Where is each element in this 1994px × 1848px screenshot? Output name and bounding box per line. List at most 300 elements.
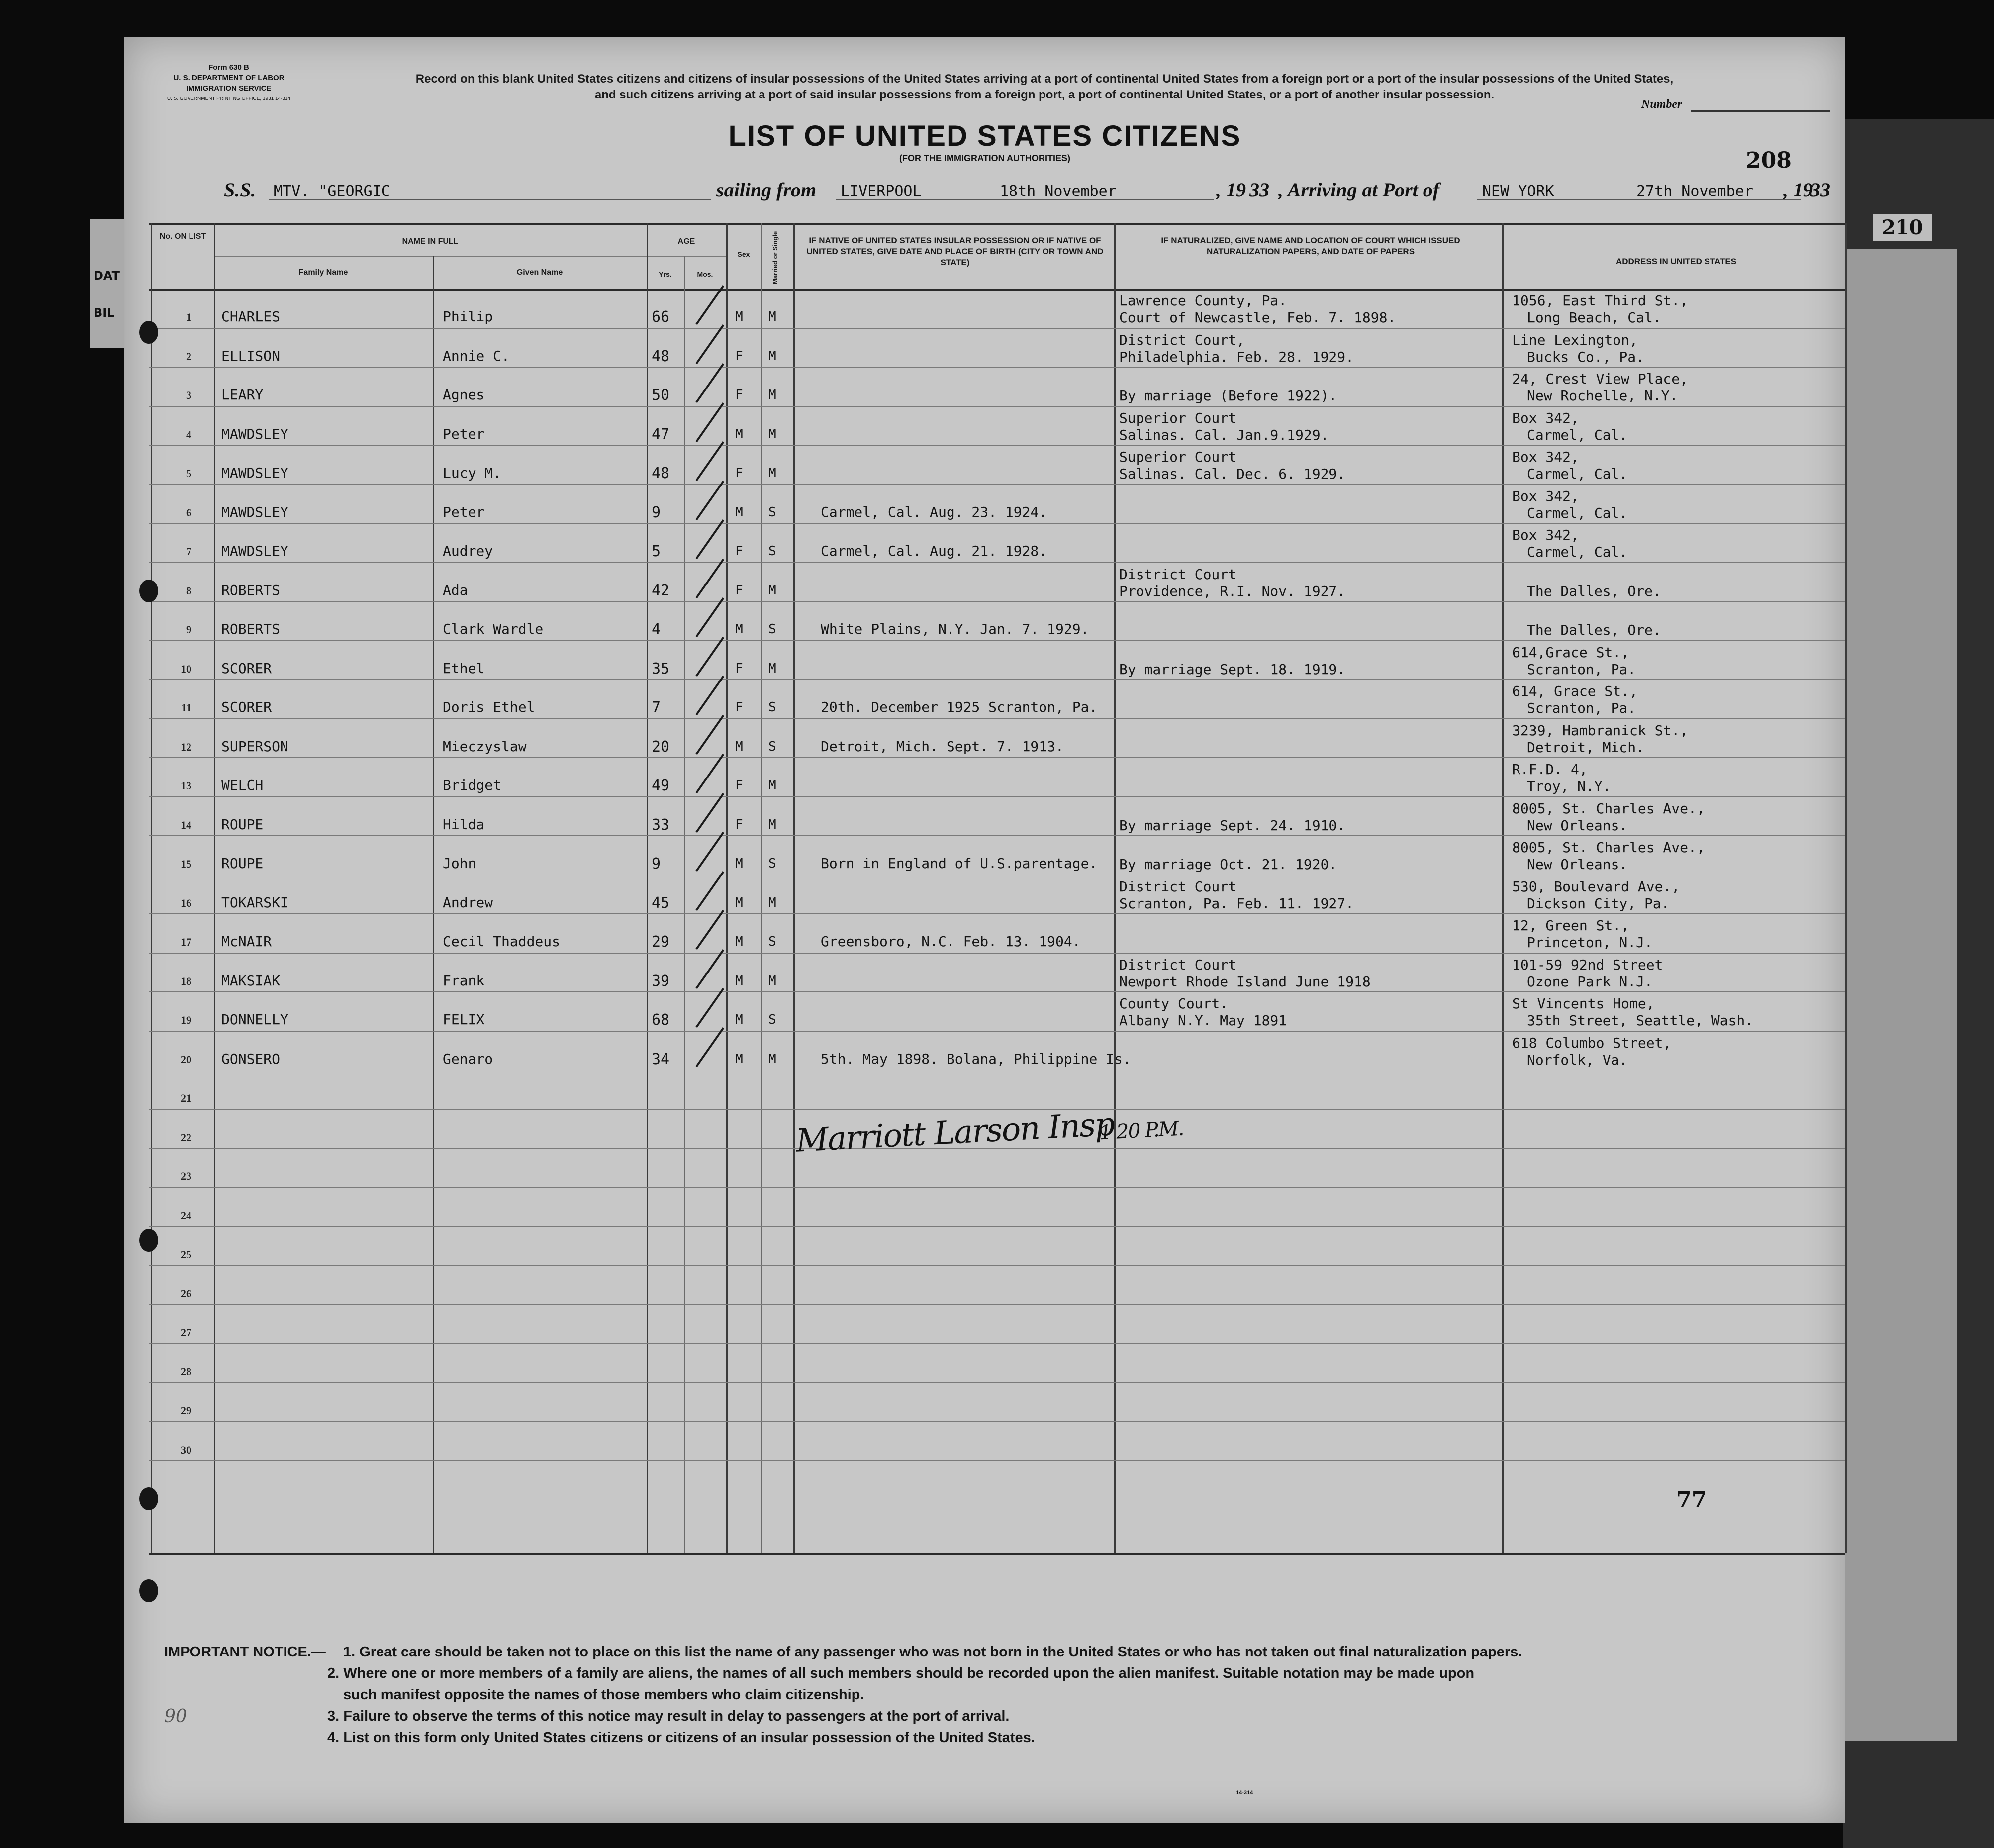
family-name: CHARLES: [221, 308, 281, 325]
address-line-2: Carmel, Cal.: [1527, 544, 1628, 560]
inspection-check: [695, 793, 724, 833]
sex: F: [735, 661, 743, 676]
row-rule: [149, 640, 1845, 641]
row-rule: [149, 1187, 1845, 1188]
marital-status: S: [768, 1012, 776, 1027]
row-number: 2: [186, 350, 191, 363]
row-rule: [149, 1226, 1845, 1227]
inspection-check: [695, 676, 724, 715]
form-fine-print: U. S. GOVERNMENT PRINTING OFFICE, 1931 14-314: [167, 96, 291, 101]
inspection-check: [695, 363, 724, 403]
marital-status: M: [768, 426, 776, 442]
address-line-2: Carmel, Cal.: [1527, 466, 1628, 482]
address-line-2: Ozone Park N.J.: [1527, 973, 1653, 990]
row-number: 17: [181, 936, 191, 948]
ship-name-line: [269, 199, 711, 200]
form-identifier: [154, 62, 303, 104]
address-line-2: Dickson City, Pa.: [1527, 895, 1670, 912]
address-line-2: 35th Street, Seattle, Wash.: [1527, 1012, 1754, 1029]
inspection-check: [695, 871, 724, 911]
family-name: LEARY: [221, 387, 264, 403]
form-service: IMMIGRATION SERVICE: [186, 84, 272, 93]
header-yrs: Yrs.: [659, 270, 672, 278]
naturalization-date: Albany N.Y. May 1891: [1119, 1012, 1287, 1029]
header-family-name: Family Name: [298, 268, 348, 277]
age-years: 50: [652, 387, 670, 404]
given-name: Andrew: [443, 894, 493, 911]
row-number: 15: [181, 858, 191, 870]
address-line-1: 8005, St. Charles Ave.,: [1512, 839, 1705, 856]
col-divider-family: [433, 256, 434, 1553]
form-code: 14-314: [1236, 1790, 1253, 1796]
birth-place: 20th. December 1925 Scranton, Pa.: [821, 699, 1098, 715]
given-name: Peter: [443, 425, 485, 442]
inspection-check: [695, 754, 724, 793]
row-number: 3: [186, 389, 191, 401]
header-name-in-full: NAME IN FULL: [402, 237, 459, 246]
header-given-name: Given Name: [516, 268, 563, 277]
number-field-line: [1691, 110, 1830, 112]
given-name: Clark Wardle: [443, 621, 544, 637]
row-number: 30: [181, 1443, 191, 1456]
sex: M: [735, 973, 743, 988]
row-number: 10: [181, 662, 191, 675]
header-sex: Sex: [737, 250, 750, 258]
inspection-check: [695, 949, 724, 989]
age-years: 39: [652, 972, 670, 990]
table-left-border: [151, 223, 152, 1553]
family-name: ROUPE: [221, 855, 264, 872]
naturalization-date: Providence, R.I. Nov. 1927.: [1119, 583, 1346, 599]
inspection-check: [695, 1027, 724, 1067]
address-line-1: 530, Boulevard Ave.,: [1512, 878, 1680, 895]
sex: M: [735, 934, 743, 949]
table-top-border: [149, 223, 1845, 225]
address-line-2: New Rochelle, N.Y.: [1527, 388, 1678, 404]
row-rule: [149, 523, 1845, 524]
sex: F: [735, 583, 743, 598]
naturalization-date: By marriage (Before 1922).: [1119, 388, 1337, 404]
naturalization-court: District Court: [1119, 566, 1237, 583]
address-line-1: R.F.D. 4,: [1512, 761, 1588, 778]
binder-hole: [139, 1487, 158, 1510]
inspector-signature: Marriott Larson Insp: [795, 1106, 1115, 1160]
row-rule: [149, 328, 1845, 329]
given-name: Ethel: [443, 660, 485, 677]
birth-place: Born in England of U.S.parentage.: [821, 855, 1098, 872]
family-name: MAKSIAK: [221, 972, 281, 989]
given-name: Peter: [443, 503, 485, 520]
address-line-1: 12, Green St.,: [1512, 917, 1630, 934]
age-years: 9: [652, 503, 661, 521]
address-line-1: Box 342,: [1512, 449, 1579, 465]
marital-status: M: [768, 309, 776, 324]
address-line-1: Line Lexington,: [1512, 331, 1638, 348]
form-instructions: Record on this blank United States citizens and citizens of insular possessions of the United States arriving at a port of continental United States from a foreign port or a port of the insular possessions of the United States, and such citizens arriving at a port of said insular possessions from a foreign port, a port of continental United States, or a port of another insular possession.: [415, 72, 1674, 101]
inspection-check: [695, 832, 724, 872]
address-line-2: The Dalles, Ore.: [1527, 622, 1661, 638]
naturalization-court: Superior Court: [1119, 409, 1237, 426]
age-years: 33: [652, 816, 670, 834]
family-name: ELLISON: [221, 347, 281, 364]
given-name: FELIX: [443, 1011, 485, 1028]
inspection-check: [695, 402, 724, 442]
family-name: TOKARSKI: [221, 894, 288, 911]
binder-hole: [139, 321, 158, 344]
row-rule: [149, 1304, 1845, 1305]
marital-status: S: [768, 700, 776, 715]
notice-item-1-text: 1. Great care should be taken not to place on this list the name of any passenger who was not born in the United States or who has not taken out final naturalization papers.: [343, 1644, 1522, 1660]
age-years: 45: [652, 894, 670, 912]
marital-status: M: [768, 348, 776, 364]
inspection-check: [695, 519, 724, 559]
address-line-2: New Orleans.: [1527, 817, 1628, 834]
number-label: Number: [1641, 98, 1682, 111]
age-years: 42: [652, 582, 670, 599]
notice-lead: IMPORTANT NOTICE.—: [164, 1644, 326, 1660]
row-number: 8: [186, 584, 191, 597]
address-line-1: 101-59 92nd Street: [1512, 956, 1663, 973]
naturalization-date: Court of Newcastle, Feb. 7. 1898.: [1119, 309, 1396, 326]
sex: M: [735, 309, 743, 324]
given-name: Genaro: [443, 1050, 493, 1067]
address-line-1: 3239, Hambranick St.,: [1512, 722, 1689, 739]
birth-place: Greensboro, N.C. Feb. 13. 1904.: [821, 933, 1081, 950]
age-years: 48: [652, 347, 670, 365]
family-name: SCORER: [221, 699, 272, 715]
passenger-tally: 77: [1676, 1487, 1707, 1513]
naturalization-date: Salinas. Cal. Dec. 6. 1929.: [1119, 466, 1346, 482]
header-naturalized: IF NATURALIZED, GIVE NAME AND LOCATION OF COURT WHICH ISSUED NATURALIZATION PAPERS, AND DATE OF PAPERS: [1161, 236, 1460, 256]
row-number: 24: [181, 1209, 191, 1222]
age-years: 20: [652, 738, 670, 756]
row-number: 6: [186, 506, 191, 519]
row-number: 16: [181, 896, 191, 909]
address-line-1: 24, Crest View Place,: [1512, 371, 1689, 387]
age-years: 68: [652, 1011, 670, 1029]
previous-page-strip: [90, 219, 124, 348]
date-arrived-line: [1631, 199, 1801, 200]
address-line-2: Long Beach, Cal.: [1527, 309, 1661, 326]
birth-place: Detroit, Mich. Sept. 7. 1913.: [821, 738, 1064, 755]
given-name: Frank: [443, 972, 485, 989]
address-line-2: Scranton, Pa.: [1527, 700, 1636, 716]
adjacent-page: [1843, 249, 1957, 1741]
col-divider-age: [726, 223, 728, 1553]
row-number: 26: [181, 1287, 191, 1300]
row-rule: [149, 1343, 1845, 1344]
row-rule: [149, 1265, 1845, 1266]
age-years: 49: [652, 777, 670, 794]
date-sailed: 18th November: [1000, 183, 1117, 200]
notice-item-4: 4. List on this form only United States citizens or citizens of an insular possession of the United States.: [327, 1730, 1035, 1746]
address-line-2: Carmel, Cal.: [1527, 426, 1628, 443]
notice-item-2: 2. Where one or more members of a family are aliens, the names of all such members should be recorded upon the alien manifest. Suitable notation may be made upon: [327, 1665, 1475, 1681]
row-number: 5: [186, 467, 191, 480]
row-rule: [149, 484, 1845, 485]
name-age-subheader-line: [214, 256, 726, 257]
sailing-label: sailing from: [716, 179, 817, 201]
row-number: 9: [186, 623, 191, 636]
naturalization-court: District Court: [1119, 956, 1237, 973]
naturalization-court: District Court,: [1119, 331, 1245, 348]
family-name: MAWDSLEY: [221, 503, 288, 520]
row-number: 7: [186, 545, 191, 558]
given-name: Lucy M.: [443, 465, 502, 481]
row-number: 29: [181, 1404, 191, 1417]
family-name: ROBERTS: [221, 621, 281, 637]
address-line-1: Box 342,: [1512, 409, 1579, 426]
inspection-check: [695, 597, 724, 637]
header-bottom-border: [149, 289, 1845, 291]
important-notice: [164, 1642, 1805, 1749]
given-name: John: [443, 855, 476, 872]
row-rule: [149, 601, 1845, 602]
row-rule: [149, 1421, 1845, 1422]
inspection-check: [695, 715, 724, 755]
naturalization-date: Salinas. Cal. Jan.9.1929.: [1119, 426, 1329, 443]
given-name: Mieczyslaw: [443, 738, 527, 755]
row-rule: [149, 679, 1845, 680]
strip-text-1: DAT: [94, 269, 120, 283]
sex: F: [735, 466, 743, 481]
sex: F: [735, 348, 743, 364]
signature-time: 1 20 P.M.: [1098, 1117, 1184, 1145]
binder-hole: [139, 580, 158, 602]
row-rule: [149, 562, 1845, 563]
notice-item-1: [164, 1642, 1805, 1663]
given-name: Annie C.: [443, 347, 510, 364]
header-birth-place: IF NATIVE OF UNITED STATES INSULAR POSSESSION OR IF NATIVE OF UNITED STATES, GIVE DATE AND PLACE OF BIRTH (CITY OR TOWN AND STATE): [806, 236, 1104, 267]
naturalization-date: Philadelphia. Feb. 28. 1929.: [1119, 348, 1354, 365]
address-line-2: New Orleans.: [1527, 856, 1628, 873]
row-rule: [149, 796, 1845, 797]
age-years: 7: [652, 699, 661, 716]
strip-text-2: BIL: [94, 306, 115, 320]
next-page-number: 210: [1873, 214, 1932, 241]
given-name: Doris Ethel: [443, 699, 535, 715]
age-years: 9: [652, 855, 661, 873]
row-number: 21: [181, 1092, 191, 1104]
given-name: Audrey: [443, 543, 493, 559]
naturalization-court: County Court.: [1119, 995, 1229, 1012]
marital-status: M: [768, 778, 776, 793]
header-address: ADDRESS IN UNITED STATES: [1615, 257, 1737, 266]
sex: M: [735, 895, 743, 910]
sex: F: [735, 700, 743, 715]
naturalization-date: By marriage Oct. 21. 1920.: [1119, 856, 1337, 873]
age-years: 5: [652, 543, 661, 560]
given-name: Philip: [443, 308, 493, 325]
marital-status: M: [768, 973, 776, 988]
address-line-2: Scranton, Pa.: [1527, 661, 1636, 678]
row-number: 14: [181, 818, 191, 831]
family-name: SUPERSON: [221, 738, 288, 755]
header-married-or-single: Married or Single: [771, 231, 779, 284]
page-number: 208: [1746, 148, 1792, 173]
sex: M: [735, 739, 743, 754]
family-name: DONNELLY: [221, 1011, 288, 1028]
col-divider-no: [214, 223, 215, 1553]
port-to: NEW YORK: [1482, 183, 1554, 200]
header-mos: Mos.: [697, 270, 713, 278]
age-years: 34: [652, 1050, 670, 1068]
marital-status: S: [768, 739, 776, 754]
row-number: 12: [181, 740, 191, 753]
col-divider-yrs: [684, 256, 685, 1553]
col-divider-marital: [793, 223, 795, 1553]
marital-status: M: [768, 466, 776, 481]
address-line-1: 618 Columbo Street,: [1512, 1034, 1672, 1051]
family-name: WELCH: [221, 777, 264, 793]
year-sailed: 33: [1249, 179, 1269, 201]
row-rule: [149, 367, 1845, 368]
address-line-1: 614,Grace St.,: [1512, 644, 1630, 661]
naturalization-date: Scranton, Pa. Feb. 11. 1927.: [1119, 895, 1354, 912]
inspection-check: [695, 285, 724, 325]
given-name: Ada: [443, 582, 468, 598]
col-divider-address: [1845, 223, 1847, 1553]
inspection-check: [695, 324, 724, 364]
sex: F: [735, 544, 743, 559]
binder-hole: [139, 1229, 158, 1252]
header-age: AGE: [677, 237, 695, 246]
marital-status: M: [768, 1051, 776, 1067]
row-rule: [149, 718, 1845, 719]
address-line-2: Troy, N.Y.: [1527, 778, 1611, 794]
naturalization-date: Newport Rhode Island June 1918: [1119, 973, 1371, 990]
age-years: 47: [652, 425, 670, 443]
marital-status: S: [768, 622, 776, 637]
address-line-1: 614, Grace St.,: [1512, 683, 1638, 699]
family-name: ROBERTS: [221, 582, 281, 598]
row-rule: [149, 757, 1845, 758]
row-number: 20: [181, 1053, 191, 1066]
row-number: 13: [181, 779, 191, 792]
address-line-2: Norfolk, Va.: [1527, 1051, 1628, 1068]
age-years: 4: [652, 621, 661, 638]
row-rule: [149, 1031, 1845, 1032]
row-rule: [149, 406, 1845, 407]
row-rule: [149, 913, 1845, 914]
birth-place: 5th. May 1898. Bolana, Philippine Is.: [821, 1050, 1131, 1067]
sex: M: [735, 1012, 743, 1027]
row-number: 28: [181, 1365, 191, 1378]
marital-status: M: [768, 583, 776, 598]
sex: F: [735, 778, 743, 793]
col-divider-sex: [761, 223, 762, 1553]
address-line-1: 1056, East Third St.,: [1512, 292, 1689, 309]
address-line-1: Box 342,: [1512, 487, 1579, 504]
inspection-check: [695, 481, 724, 520]
family-name: MAWDSLEY: [221, 543, 288, 559]
given-name: Agnes: [443, 387, 485, 403]
address-line-1: 8005, St. Charles Ave.,: [1512, 800, 1705, 817]
naturalization-court: District Court: [1119, 878, 1237, 895]
inspection-check: [695, 637, 724, 677]
form-number: Form 630 B: [208, 63, 249, 72]
row-number: 1: [186, 311, 191, 323]
birth-place: Carmel, Cal. Aug. 23. 1924.: [821, 503, 1047, 520]
family-name: GONSERO: [221, 1050, 281, 1067]
notice-item-2-cont: such manifest opposite the names of those members who claim citizenship.: [343, 1687, 864, 1703]
inspection-check: [695, 988, 724, 1028]
marital-status: S: [768, 544, 776, 559]
row-number: 19: [181, 1014, 191, 1026]
address-line-2: Bucks Co., Pa.: [1527, 348, 1645, 365]
address-line-2: Carmel, Cal.: [1527, 504, 1628, 521]
row-rule: [149, 953, 1845, 954]
row-rule: [149, 835, 1845, 836]
marital-status: M: [768, 817, 776, 832]
year-arrived-prefix: , 19: [1783, 179, 1813, 201]
address-line-2: The Dalles, Ore.: [1527, 583, 1661, 599]
adjacent-page-strip: [1843, 119, 1994, 1848]
sex: M: [735, 504, 743, 520]
year-arrived: 33: [1810, 179, 1830, 201]
marital-status: S: [768, 504, 776, 520]
row-rule: [149, 1109, 1845, 1110]
ship-prefix: S.S.: [224, 179, 256, 201]
row-number: 11: [181, 701, 191, 714]
page-subtitle: (FOR THE IMMIGRATION AUTHORITIES): [899, 153, 1070, 163]
age-years: 35: [652, 660, 670, 678]
inspection-check: [695, 441, 724, 481]
address-line-1: St Vincents Home,: [1512, 995, 1655, 1012]
address-line-1: Box 342,: [1512, 527, 1579, 543]
date-sailed-line: [995, 199, 1214, 200]
sex: M: [735, 622, 743, 637]
age-years: 29: [652, 933, 670, 951]
binder-hole: [139, 1579, 158, 1602]
date-arrived: 27th November: [1636, 183, 1753, 200]
col-divider-naturalized: [1502, 223, 1504, 1553]
inspection-check: [695, 559, 724, 598]
row-number: 23: [181, 1170, 191, 1182]
naturalization-court: Superior Court: [1119, 449, 1237, 465]
form-department: U. S. DEPARTMENT OF LABOR: [173, 74, 285, 82]
table-bottom-border: [149, 1553, 1845, 1555]
manifest-sheet: [124, 37, 1845, 1823]
row-number: 22: [181, 1131, 191, 1144]
year-sailed-prefix: , 19: [1216, 179, 1246, 201]
address-line-2: Princeton, N.J.: [1527, 934, 1653, 951]
page-title: LIST OF UNITED STATES CITIZENS: [728, 120, 1241, 152]
row-number: 18: [181, 974, 191, 987]
naturalization-court: Lawrence County, Pa.: [1119, 292, 1287, 309]
notice-item-3: 3. Failure to observe the terms of this notice may result in delay to passengers at the port of arrival.: [327, 1708, 1010, 1724]
arriving-label: , Arriving at Port of: [1278, 179, 1440, 201]
marital-status: M: [768, 388, 776, 402]
birth-place: White Plains, N.Y. Jan. 7. 1929.: [821, 621, 1089, 637]
row-rule: [149, 1460, 1845, 1461]
birth-place: Carmel, Cal. Aug. 21. 1928.: [821, 543, 1047, 559]
family-name: MAWDSLEY: [221, 465, 288, 481]
row-rule: [149, 1382, 1845, 1383]
marital-status: M: [768, 661, 776, 676]
sex: M: [735, 856, 743, 871]
inspection-check: [695, 910, 724, 950]
family-name: McNAIR: [221, 933, 272, 950]
row-number: 4: [186, 428, 191, 441]
port-from: LIVERPOOL: [841, 183, 922, 200]
given-name: Hilda: [443, 816, 485, 833]
address-line-2: Detroit, Mich.: [1527, 739, 1645, 756]
given-name: Cecil Thaddeus: [443, 933, 561, 950]
pencil-mark: 90: [164, 1706, 187, 1727]
sex: F: [735, 388, 743, 402]
sex: M: [735, 426, 743, 442]
